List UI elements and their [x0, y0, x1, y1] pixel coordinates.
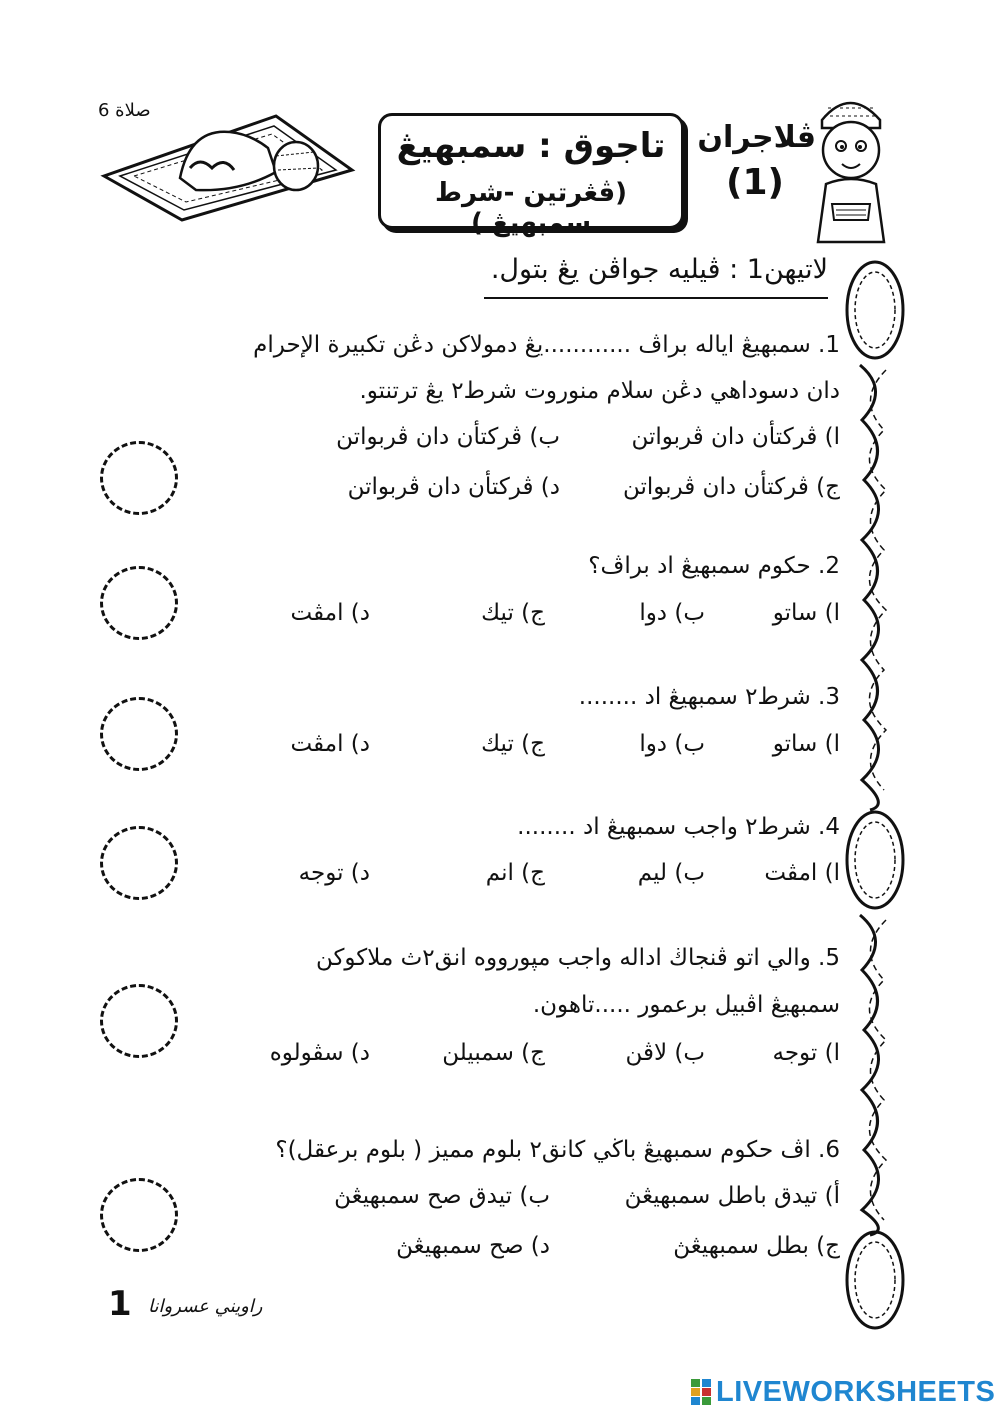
question-2-option-d: د) امڤت	[290, 600, 370, 626]
page-label: صلاة 6	[98, 100, 151, 121]
liveworksheets-logo	[690, 1376, 995, 1408]
question-2-option-a: ا) ساتو	[772, 600, 840, 626]
question-5-option-b: ب) لاڤن	[625, 1040, 705, 1066]
question-6-option-a: أ) تيدق باطل سمبهيڠڽ	[624, 1183, 840, 1209]
question-5-line-1: 5. والي اتو ڤنجاڬ اداله واجب مپورووه انق٢ث ملاكوكن	[315, 945, 840, 971]
answer-circle-6[interactable]	[100, 1178, 178, 1252]
question-4-option-b: ب) ليم	[637, 860, 705, 886]
liveworksheets-icon	[690, 1378, 712, 1406]
question-3-option-c: ج) تيك	[481, 731, 545, 757]
question-1-line-1: 1. سمبهيڠ اياله براڤ ............يڠ دمولاكن دڠن تكبيرة الإحرام	[253, 332, 840, 358]
answer-circle-2[interactable]	[100, 566, 178, 640]
lesson-number: (1)	[726, 162, 784, 203]
worksheet-subtitle: (ڤڠرتين -شرط سمبهيڠ )	[434, 178, 628, 238]
question-5-option-d: د) سڤولوه	[269, 1040, 370, 1066]
question-3-option-d: د) امڤت	[290, 731, 370, 757]
worksheet-title: تاجوق : سمبهيڠ	[396, 126, 666, 166]
question-4-line-1: 4. شرط٢ واجب سمبهيڠ اد ........	[517, 814, 840, 840]
question-1-line-2: دان دسوداهي دڠن سلام منوروت شرط٢ يڠ ترتنتو.	[359, 378, 840, 404]
answer-circle-5[interactable]	[100, 984, 178, 1058]
question-4-option-d: د) توجه	[298, 860, 370, 886]
praying-boy-illustration	[808, 86, 892, 246]
question-2-option-c: ج) تيك	[481, 600, 545, 626]
question-3-line-1: 3. شرط٢ سمبهيڠ اد ........	[578, 684, 840, 710]
question-6-option-d: د) صح سمبهيڠڽ	[396, 1233, 550, 1259]
question-3-option-a: ا) ساتو	[772, 731, 840, 757]
answer-circle-4[interactable]	[100, 826, 178, 900]
question-2-option-b: ب) دوا	[639, 600, 705, 626]
question-3-option-b: ب) دوا	[639, 731, 705, 757]
answer-circle-1[interactable]	[100, 441, 178, 515]
question-2-line-1: 2. حكوم سمبهيڠ اد براڤ؟	[588, 553, 840, 579]
question-6-option-c: ج) بطل سمبهيڠڽ	[673, 1233, 840, 1259]
page-number: 1	[108, 1284, 132, 1324]
question-6-option-b: ب) تيدق صح سمبهيڠڽ	[334, 1183, 550, 1209]
section-title: لاتيهن1 : ڤيليه جواڤن يڠ بتول.	[490, 254, 828, 285]
question-5-option-a: ا) توجه	[772, 1040, 840, 1066]
prayer-mat-illustration	[100, 108, 360, 223]
section-underline	[484, 297, 828, 299]
author-signature: راويني عسروانا	[148, 1296, 263, 1317]
question-4-option-c: ج) انم	[485, 860, 545, 886]
question-4-option-a: ا) امڤت	[764, 860, 840, 886]
question-1-option-d: د) ڤركتأن دان ڤربواتن	[347, 474, 560, 500]
calligraphy-border-decoration	[840, 250, 910, 1335]
question-5-option-c: ج) سمبيلن	[442, 1040, 545, 1066]
lesson-title: ڤلاجران	[697, 120, 816, 155]
question-1-option-a: ا) ڤركتأن دان ڤربواتن	[631, 424, 840, 450]
question-6-line-1: 6. اڤ حكوم سمبهيڠ باڬي كانق٢ بلوم مميز ( بلوم برعقل)؟	[275, 1137, 840, 1163]
answer-circle-3[interactable]	[100, 697, 178, 771]
title-box	[378, 113, 684, 238]
liveworksheets-wordmark: LIVEWORKSHEETS	[716, 1375, 996, 1408]
question-1-option-c: ج) ڤركتأن دان ڤربواتن	[622, 474, 840, 500]
question-5-line-2: سمبهيڠ اڤبيل برعمور .....تاهون.	[532, 992, 840, 1018]
question-1-option-b: ب) ڤركتأن دان ڤربواتن	[336, 424, 560, 450]
